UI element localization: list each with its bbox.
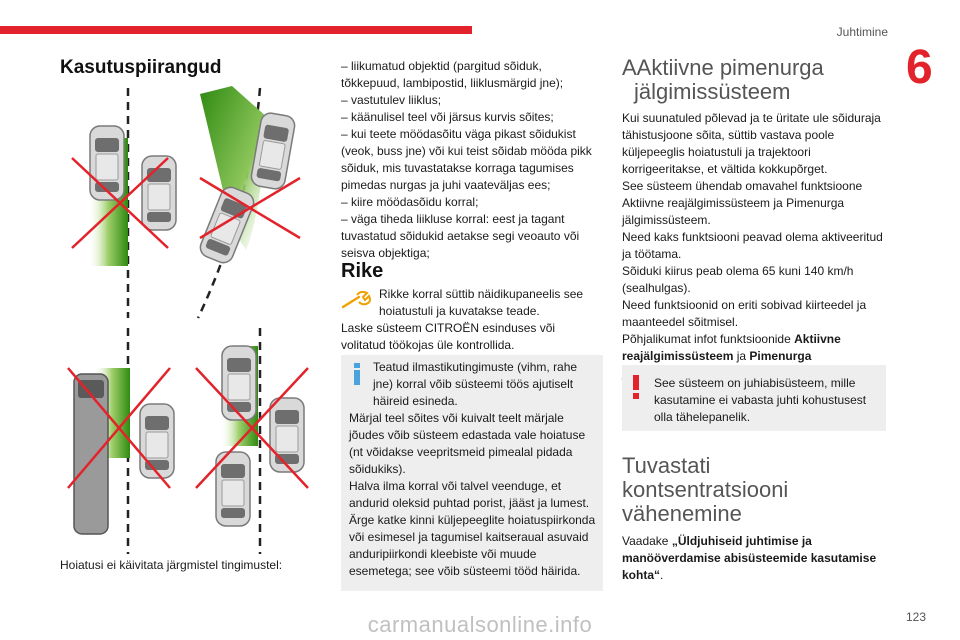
warning-text: See süsteem on juhiabisüsteem, mille kasutamine ei vabasta juhti kohustusest olla tähelepanelik. xyxy=(654,376,867,424)
active-blind-spot-text xyxy=(622,110,884,382)
bold-term: „Üldjuhiseid juhtimise ja manööverdamise abisüsteemide kasutamise kohta“ xyxy=(622,534,877,582)
text-span: ja xyxy=(733,349,750,363)
section-label: Juhtimine xyxy=(836,25,888,39)
text-span: Vaadake xyxy=(622,534,672,548)
paragraph: See süsteem ühendab omavahel funktsioone Aktiivne reajälgimissüsteem ja Pimenurga jälgimissüsteem. xyxy=(622,179,863,227)
heading-line: Tuvastati xyxy=(622,453,711,478)
top-accent-bar xyxy=(0,26,472,34)
info-note-box xyxy=(341,355,603,591)
list-item: – väga tiheda liikluse korral: eest ja tagant tuvastatud sõidukid aetakse segi veoauto või seisva objektiga; xyxy=(341,212,580,260)
paragraph: Sõiduki kiirus peab olema 65 kuni 140 km/h (sealhulgas). xyxy=(622,264,854,295)
fault-heading: Rike xyxy=(341,260,384,282)
watermark: carmanualsonline.info xyxy=(367,612,593,637)
bold-term: Pimenurga xyxy=(749,349,812,363)
bold-term: Aktiivne reajälgimissüsteem xyxy=(622,332,841,363)
note-paragraph: Teatud ilmastikutingimuste (vihm, rahe jne) korral võib süsteemi töös ajutiselt häireid esineda. xyxy=(373,360,578,408)
note-paragraph: Halva ilma korral või talvel veenduge, et andurid oleksid puhtad porist, jääst ja lumest. xyxy=(349,479,590,510)
heading-line: jälgimissüsteem xyxy=(634,79,791,104)
paragraph: Need kaks funktsiooni peavad olema aktiveeritud ja töötama. xyxy=(622,230,883,261)
list-item: – vastutulev liiklus; xyxy=(341,93,442,107)
list-item: – kui teete möödasõitu väga pikast sõidukist (veok, buss jne) või kui teist sõidab mööda pikk sõiduk, mis tuvastatakse korraga tagumises pimedas nurgas ja juhi vaateväljas ees; xyxy=(341,127,592,192)
paragraph: Kui suunatuled põlevad ja te üritate ule sõiduraja tähistusjoone sõita, süttib vastava poole küljepeeglis hoiatustuli ja trajektoori korrigeeritakse, et vältida kokkupõrget. xyxy=(622,111,881,176)
limitations-list xyxy=(341,58,603,262)
see-reference xyxy=(622,533,884,584)
heading-line: vähenemine xyxy=(622,501,742,526)
blind-spot-illustration xyxy=(60,78,310,556)
note-paragraph: Ärge katke kinni küljepeeglite hoiatuspiirkonda või esimesel ja tagumisel kaitseraual asuvaid anduripiirkondi kleebiste või muude esemetega; see võib süsteemi tööd häirida. xyxy=(349,513,596,578)
heading-line: kontsentratsiooni xyxy=(622,477,789,502)
note-paragraph: Märjal teel sõites või kuivalt teelt märjale jõudes võib süsteem edastada vale hoiatuse (nt võidakse veepritsmeid pimealal pidada sõidukiks). xyxy=(349,411,586,476)
illustration-caption: Hoiatusi ei käivitata järgmistel tingimustel: xyxy=(60,558,283,572)
text-span: . xyxy=(660,568,664,582)
reduced-concentration-heading xyxy=(622,454,882,526)
list-item: – kiire möödasõidu korral; xyxy=(341,195,479,209)
warning-note-box xyxy=(622,365,886,431)
paragraph: Need funktsioonid on eriti sobivad kiirteedel ja maanteedel sõitmisel. xyxy=(622,298,867,329)
page-number: 123 xyxy=(905,610,926,624)
list-item: – liikumatud objektid (pargitud sõiduk, tõkkepuud, lambipostid, liiklusmärgid jne); xyxy=(341,59,564,90)
heading-line: AAktiivne pimenurga xyxy=(622,55,824,80)
text-span: Põhjalikumat infot funktsioonide xyxy=(622,332,795,346)
chapter-number: 6 xyxy=(906,41,933,94)
active-blind-spot-heading xyxy=(622,56,882,104)
list-item: – käänulisel teel või järsus kurvis sõites; xyxy=(341,110,554,124)
fault-text-service: Laske süsteem CITROËN esinduses või volitatud töökojas üle kontrollida. xyxy=(341,321,556,352)
usage-limits-heading: Kasutuspiirangud xyxy=(60,57,222,78)
fault-text xyxy=(341,286,603,354)
fault-text-warning: Rikke korral süttib näidikupaneelis see hoiatustuli ja kuvatakse teade. xyxy=(379,287,584,318)
